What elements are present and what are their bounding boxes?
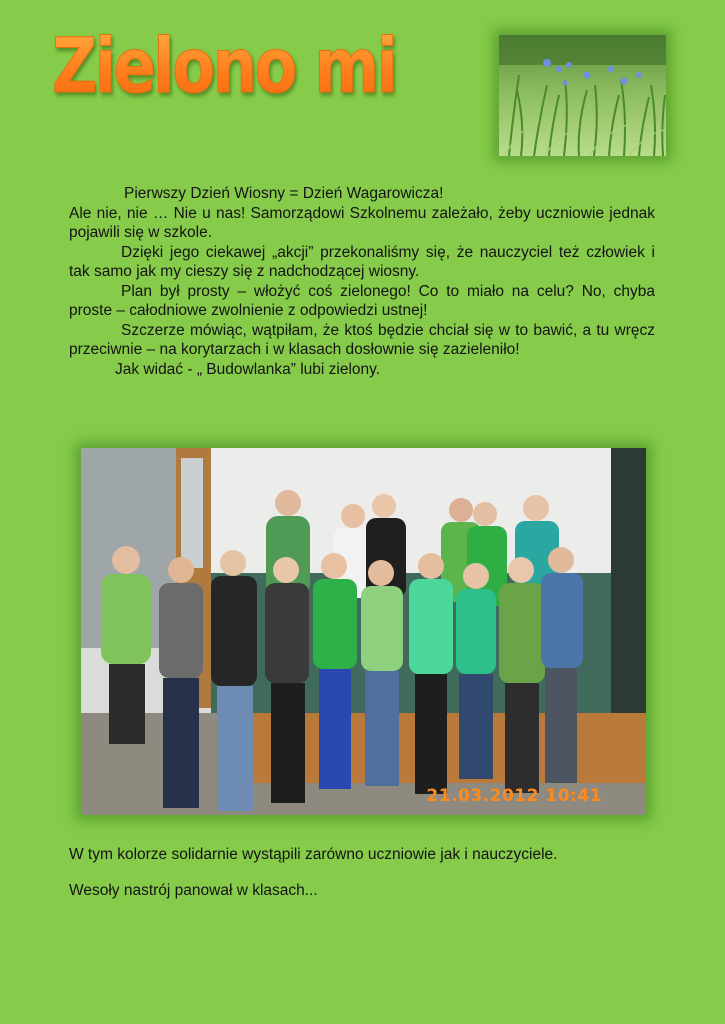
group-photo-image [81,448,646,815]
paragraph: Ale nie, nie … Nie u nas! Samorządowi Szkolnemu zależało, żeby uczniowie jednak pojawili się w szkole. [69,204,655,241]
paragraph: Dzięki jego ciekawej „akcji” przekonaliśmy się, że nauczyciel też człowiek i tak samo jak my cieszy się z nadchodzącej wiosny. [69,243,655,280]
flower-meadow-image [499,35,666,156]
article-text [69,184,655,379]
flower-photo [499,35,666,156]
caption: Wesoły nastrój panował w klasach... [69,882,318,899]
photo-timestamp: 21.03.2012 10:41 [426,786,602,806]
paragraph: Szczerze mówiąc, wątpiłam, że ktoś będzie chciał się w to bawić, a tu wręcz przeciwnie – na korytarzach i w klasach dosłownie się zazieleniło! [69,321,655,358]
paragraph: Pierwszy Dzień Wiosny = Dzień Wagarowicza! [124,185,444,202]
paragraph: Plan był prosty – włożyć coś zielonego! Co to miało na celu? No, chyba proste – całodniowe zwolnienie z odpowiedzi ustnej! [69,282,655,319]
group-photo [81,448,646,815]
caption: W tym kolorze solidarnie wystąpili zarówno uczniowie jak i nauczyciele. [69,846,558,863]
paragraph: Jak widać - „ Budowlanka” lubi zielony. [115,360,381,378]
page-title: Zielono mi [52,18,396,114]
